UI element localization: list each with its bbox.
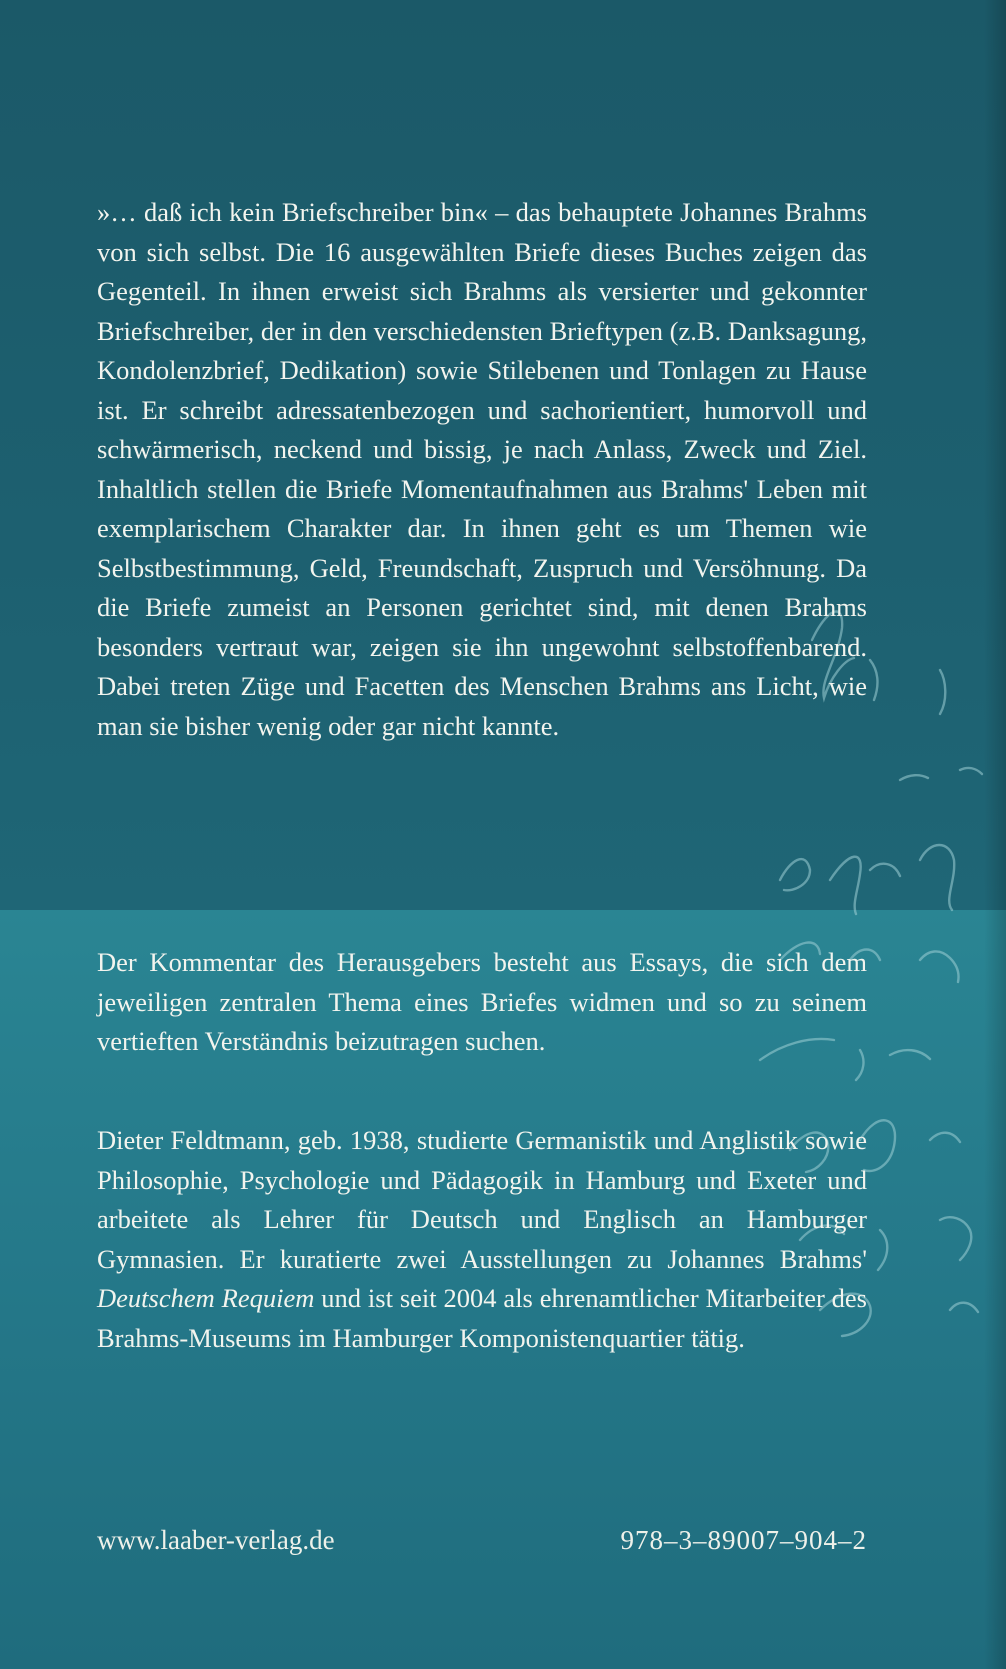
isbn-number: 978–3–89007–904–2 [620, 1525, 867, 1555]
author-bio-text-end: und ist seit 2004 als ehrenamtlicher Mitarbeiter des Brahms-Museums im Hamburger Komponistenquartier tätig. [97, 1283, 867, 1353]
blurb-paragraph-1: »… daß ich kein Briefschreiber bin« – das behauptete Johannes Brahms von sich selbst. Die 16 ausgewählten Briefe dieses Buches zeigen das Gegenteil. In ihnen erweist sich Brahms als versierter und gekonnter Briefschreiber, der in den verschiedensten Brieftypen (z.B. Danksagung, Kondolenzbrief, Dedikation) sowie Stilebenen und Tonlagen zu Hause ist. Er schreibt adressatenbezogen und sachorientiert, humorvoll und schwärmerisch, neckend und bissig, je nach Anlass, Zweck und Ziel. Inhaltlich stellen die Briefe Momentaufnahmen aus Brahms' Leben mit exemplarischem Charakter dar. In ihnen geht es um Themen wie Selbstbestimmung, Geld, Freundschaft, Zuspruch und Versöhnung. Da die Briefe zumeist an Personen gerichtet sind, mit denen Brahms besonders vertraut war, zeigen sie ihn ungewohnt selbstoffenbarend. Dabei treten Züge und Facetten des Menschen Brahms ans Licht, wie man sie bisher wenig oder gar nicht kannte. [97, 197, 867, 741]
author-bio-text-start: Dieter Feldtmann, geb. 1938, studierte Germanistik und Anglistik sowie Philosophie, Psychologie und Pädagogik in Hamburg und Exeter und arbeitete als Lehrer für Deutsch und Englisch an Hamburger Gymnasien. Er kuratierte zwei Ausstellungen zu Johannes Brahms' [97, 1125, 867, 1274]
work-title: Deutschem Requiem [97, 1283, 315, 1313]
cover-edge-shadow [984, 0, 1006, 1669]
blurb-paragraph-2: Der Kommentar des Herausgebers besteht aus Essays, die sich dem jeweiligen zentralen Thema eines Briefes widmen und so zu seinem vertieften Verständnis beizutragen suchen. [97, 947, 867, 1056]
publisher-website-link[interactable]: www.laaber-verlag.de [97, 1525, 335, 1555]
author-bio-paragraph [97, 1121, 867, 1358]
